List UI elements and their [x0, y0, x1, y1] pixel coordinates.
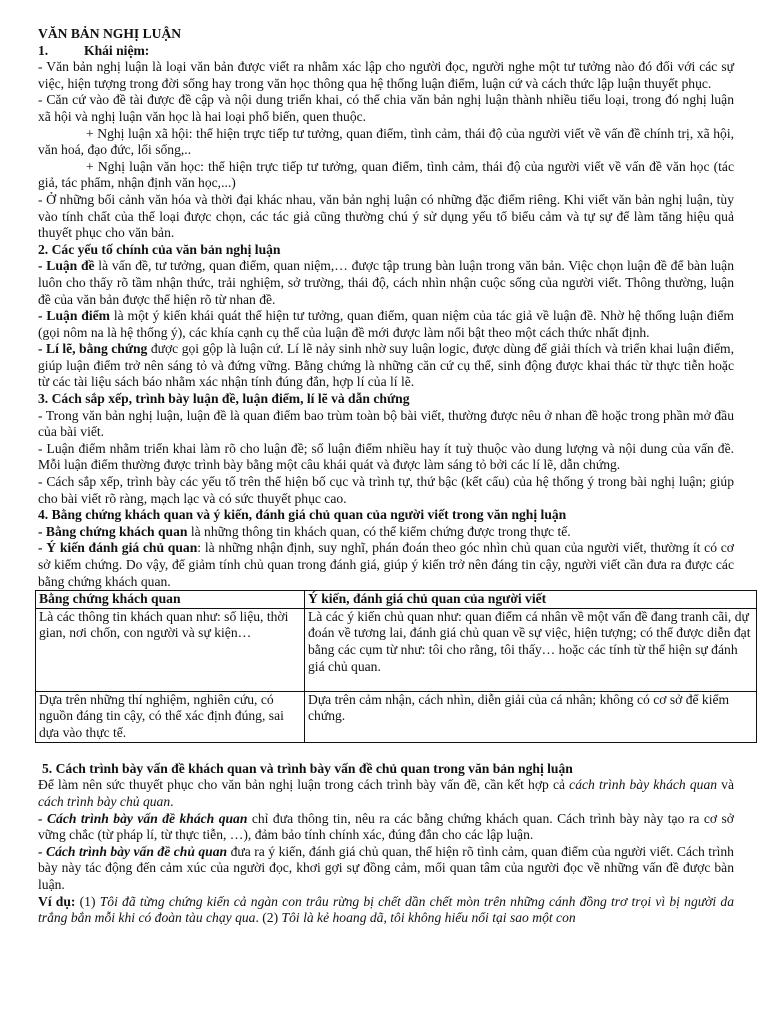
table-header-objective: Bằng chứng khách quan — [36, 591, 305, 609]
section-2-heading: 2. Các yếu tố chính của văn bản nghị luận — [38, 241, 281, 257]
intro-subjective-term: cách trình bày chủ quan — [38, 793, 171, 809]
table-cell: Dựa trên những thí nghiệm, nghiên cứu, có nguồn đáng tin cậy, có thể xác định đúng, sai dựa vào thực tế. — [36, 691, 305, 742]
section-1-literary-argument: + Nghị luận văn học: thể hiện trực tiếp tư tưởng, quan điểm, tình cảm, thái độ của người viết về vấn đề văn học (tác giả, tác phẩm, nhận định văn học,...) — [38, 158, 734, 191]
example-label: Ví dụ: — [38, 893, 76, 909]
subjective-opinion-label: - Ý kiến đánh giá chủ quan — [38, 540, 198, 556]
section-1-paragraph-2: - Căn cứ vào đề tài được đề cập và nội dung triển khai, có thể chia văn bản nghị luận thành nhiều tiểu loại, trong đó nghị luận xã hội và nghị luận văn học là hai loại phổ biến, quen thuộc. — [38, 92, 734, 124]
example-number-2: . (2) — [255, 910, 282, 926]
example-text-1: Tôi đã từng chứng kiến cả ngàn con trâu rừng bị chết dần chết mòn trên những cánh đồng trơ trọi vì bị người da trắng bắn mỗi khi có đoàn tàu chạy qua — [38, 893, 734, 926]
table-header-subjective: Ý kiến, đánh giá chủ quan của người viết — [305, 591, 757, 609]
section-1-number: 1. — [38, 42, 49, 58]
reasons-label: - Lí lẽ, bằng chứng — [38, 341, 148, 357]
section-5-subjective-paragraph — [38, 844, 734, 894]
section-1-paragraph-1: - Văn bản nghị luận là loại văn bản được viết ra nhằm xác lập cho người đọc, người nghe một tư tưởng nào đó đối với các sự việc, hiện tượng trong đời sống hay trong văn học thông qua hệ thống luận điểm, luận cứ và cách thức lập luận thuyết phục. — [38, 59, 734, 91]
section-2-thesis-paragraph — [38, 258, 734, 308]
intro-connector: và — [717, 777, 735, 793]
table-row — [36, 691, 757, 742]
section-3-paragraph-3: - Cách sắp xếp, trình bày các yếu tố trên thể hiện bố cục và trình tự, thứ bậc (kết cấu) của hệ thống ý trong bài nghị luận; giúp cho bài viết rõ ràng, mạch lạc và có sức thuyết phục cao. — [38, 474, 734, 506]
section-5-example — [38, 894, 734, 927]
objective-presentation-text: chỉ đưa thông tin, nêu ra các bằng chứng khách quan. Cách trình bày này tạo ra cơ sở vững chắc (từ pháp lí, từ thực tiễn, …), đảm bảo tính chính xác, đúng đắn cho các lập luận. — [38, 810, 734, 843]
section-5-objective-paragraph — [38, 811, 734, 844]
section-4-subjective-paragraph — [38, 540, 734, 590]
subjective-presentation-label: - Cách trình bày vấn đề chủ quan — [38, 843, 228, 859]
intro-objective-term: cách trình bày khách quan — [569, 777, 718, 793]
section-4-heading: 4. Bằng chứng khách quan và ý kiến, đánh giá chủ quan của người viết trong văn nghị luận — [38, 507, 567, 523]
section-2-reasons-paragraph — [38, 341, 734, 391]
subjective-presentation-text: đưa ra ý kiến, đánh giá chủ quan, thể hiện rõ tình cảm, quan điểm của người viết. Cách trình bày này tác động đến cảm xúc của người đọc, khơi gợi sự đồng cảm, mối quan tâm của người đọc về những vấn đề được bàn luận. — [38, 843, 734, 892]
thesis-text: là vấn đề, tư tưởng, quan điểm, quan niệm,… được tập trung bàn luận trong văn bản. Việc chọn luận đề để bàn luận luôn cho thấy rõ tầm nhận thức, trải nghiệm, sở trường, thái độ, cách nhìn nhận cuộc sống của người viết. Thông thường, luận đề của văn bản được thể hiện rõ từ nhan đề. — [38, 258, 734, 307]
section-5-heading: 5. Cách trình bày vấn đề khách quan và trình bày vấn đề chủ quan trong văn bản nghị luận — [42, 760, 573, 776]
section-2-point-paragraph — [38, 308, 734, 341]
intro-text: Để làm nên sức thuyết phục cho văn bản nghị luận trong cách trình bày vấn đề, cần kết hợp cả — [38, 777, 570, 793]
section-1-heading — [38, 43, 734, 60]
table-cell: Dựa trên cảm nhận, cách nhìn, diễn giải của cá nhân; không có cơ sở để kiểm chứng. — [305, 691, 757, 742]
reasons-text: được gọi gộp là luận cứ. Lí lẽ nảy sinh nhờ suy luận logic, được dùng để giải thích và triển khai luận điểm, giúp luận điểm trở nên sáng tỏ và đứng vững. Bằng chứng là những căn cứ cụ thể, sinh động được khai thác từ thực tiễn hoặc từ các tài liệu sách báo nhằm xác nhận tính đúng đắn, hợp lí của lí lẽ. — [38, 341, 735, 390]
section-5-intro — [38, 777, 734, 810]
section-1-social-argument: + Nghị luận xã hội: thể hiện trực tiếp tư tưởng, quan điểm, tình cảm, thái độ của người viết về vấn đề chính trị, xã hội, văn hoá, đạo đức, lối sống,.. — [38, 125, 734, 158]
point-label: - Luận điểm — [38, 308, 110, 324]
table-cell: Là các ý kiến chủ quan như: quan điểm cá nhân về một vấn đề đang tranh cãi, dự đoán về tương lai, đánh giá chủ quan về sự việc, hiện tượng; có thể được diễn đạt bằng các cụm từ như: tôi cho rằng, tôi thấy… hoặc các tính từ thể hiện sự đánh giá chủ quan. — [305, 608, 757, 691]
objective-presentation-label: - Cách trình bày vấn đề khách quan — [38, 810, 248, 826]
example-number-1: (1) — [75, 893, 100, 909]
subjective-opinion-text: : là những nhận định, suy nghĩ, phán đoán theo góc nhìn chủ quan của người viết, thường ít có cơ sở kiểm chứng. Do vậy, để giảm tính chủ quan trong đánh giá, giúp ý kiến trở nên đáng tin cậy, người viết cần đưa ra được các bằng chứng khách quan. — [38, 540, 734, 589]
comparison-table — [35, 590, 757, 743]
table-row — [36, 608, 757, 691]
section-3-paragraph-1: - Trong văn bản nghị luận, luận đề là quan điểm bao trùm toàn bộ bài viết, thường được nêu ở nhan đề hoặc trong phần mở đầu của bài viết. — [38, 407, 734, 440]
example-text-2: Tôi là kẻ hoang dã, tôi không hiểu nổi tại sao một con — [281, 910, 576, 926]
intro-end: . — [170, 793, 174, 809]
thesis-label: - Luận đề — [38, 258, 95, 274]
section-3-heading: 3. Cách sắp xếp, trình bày luận đề, luận điểm, lí lẽ và dẫn chứng — [38, 391, 410, 407]
section-4-objective-paragraph — [38, 524, 734, 541]
table-cell: Là các thông tin khách quan như: số liệu, thời gian, nơi chốn, con người và sự kiện… — [36, 608, 305, 691]
section-1-title: Khái niệm: — [84, 42, 150, 58]
section-1-paragraph-5: - Ở những bối cảnh văn hóa và thời đại khác nhau, văn bản nghị luận có những đặc điểm riêng. Khi viết văn bản nghị luận, tùy vào tính chất của thể loại được chọn, các tác giả cũng thường chú ý sử dụng yếu tố biểu cảm và tự sự để làm tăng hiệu quả thuyết phục cho văn bản. — [38, 191, 734, 241]
document-title: VĂN BẢN NGHỊ LUẬN — [38, 26, 182, 41]
section-3-paragraph-2: - Luận điểm nhằm triển khai làm rõ cho luận đề; số luận điểm nhiều hay ít tuỳ thuộc vào dung lượng và nội dung của vấn đề. Mỗi luận điểm thường được trình bày bằng một câu khái quát và được làm sáng tỏ bởi các lí lẽ, dẫn chứng. — [38, 440, 734, 473]
objective-evidence-label: - Bằng chứng khách quan — [38, 523, 188, 539]
objective-evidence-text: là những thông tin khách quan, có thể kiểm chứng được trong thực tế. — [187, 523, 571, 539]
point-text: là một ý kiến khái quát thể hiện tư tưởng, quan điểm, quan niệm của tác giả về luận đề. Nhờ hệ thống luận điểm (gọi nôm na là hệ thống ý), các khía cạnh cụ thể của luận đề mới được làm nổi bật theo một cách thức nhất định. — [38, 308, 734, 340]
document-page — [38, 26, 751, 927]
table-header-row — [36, 591, 757, 609]
